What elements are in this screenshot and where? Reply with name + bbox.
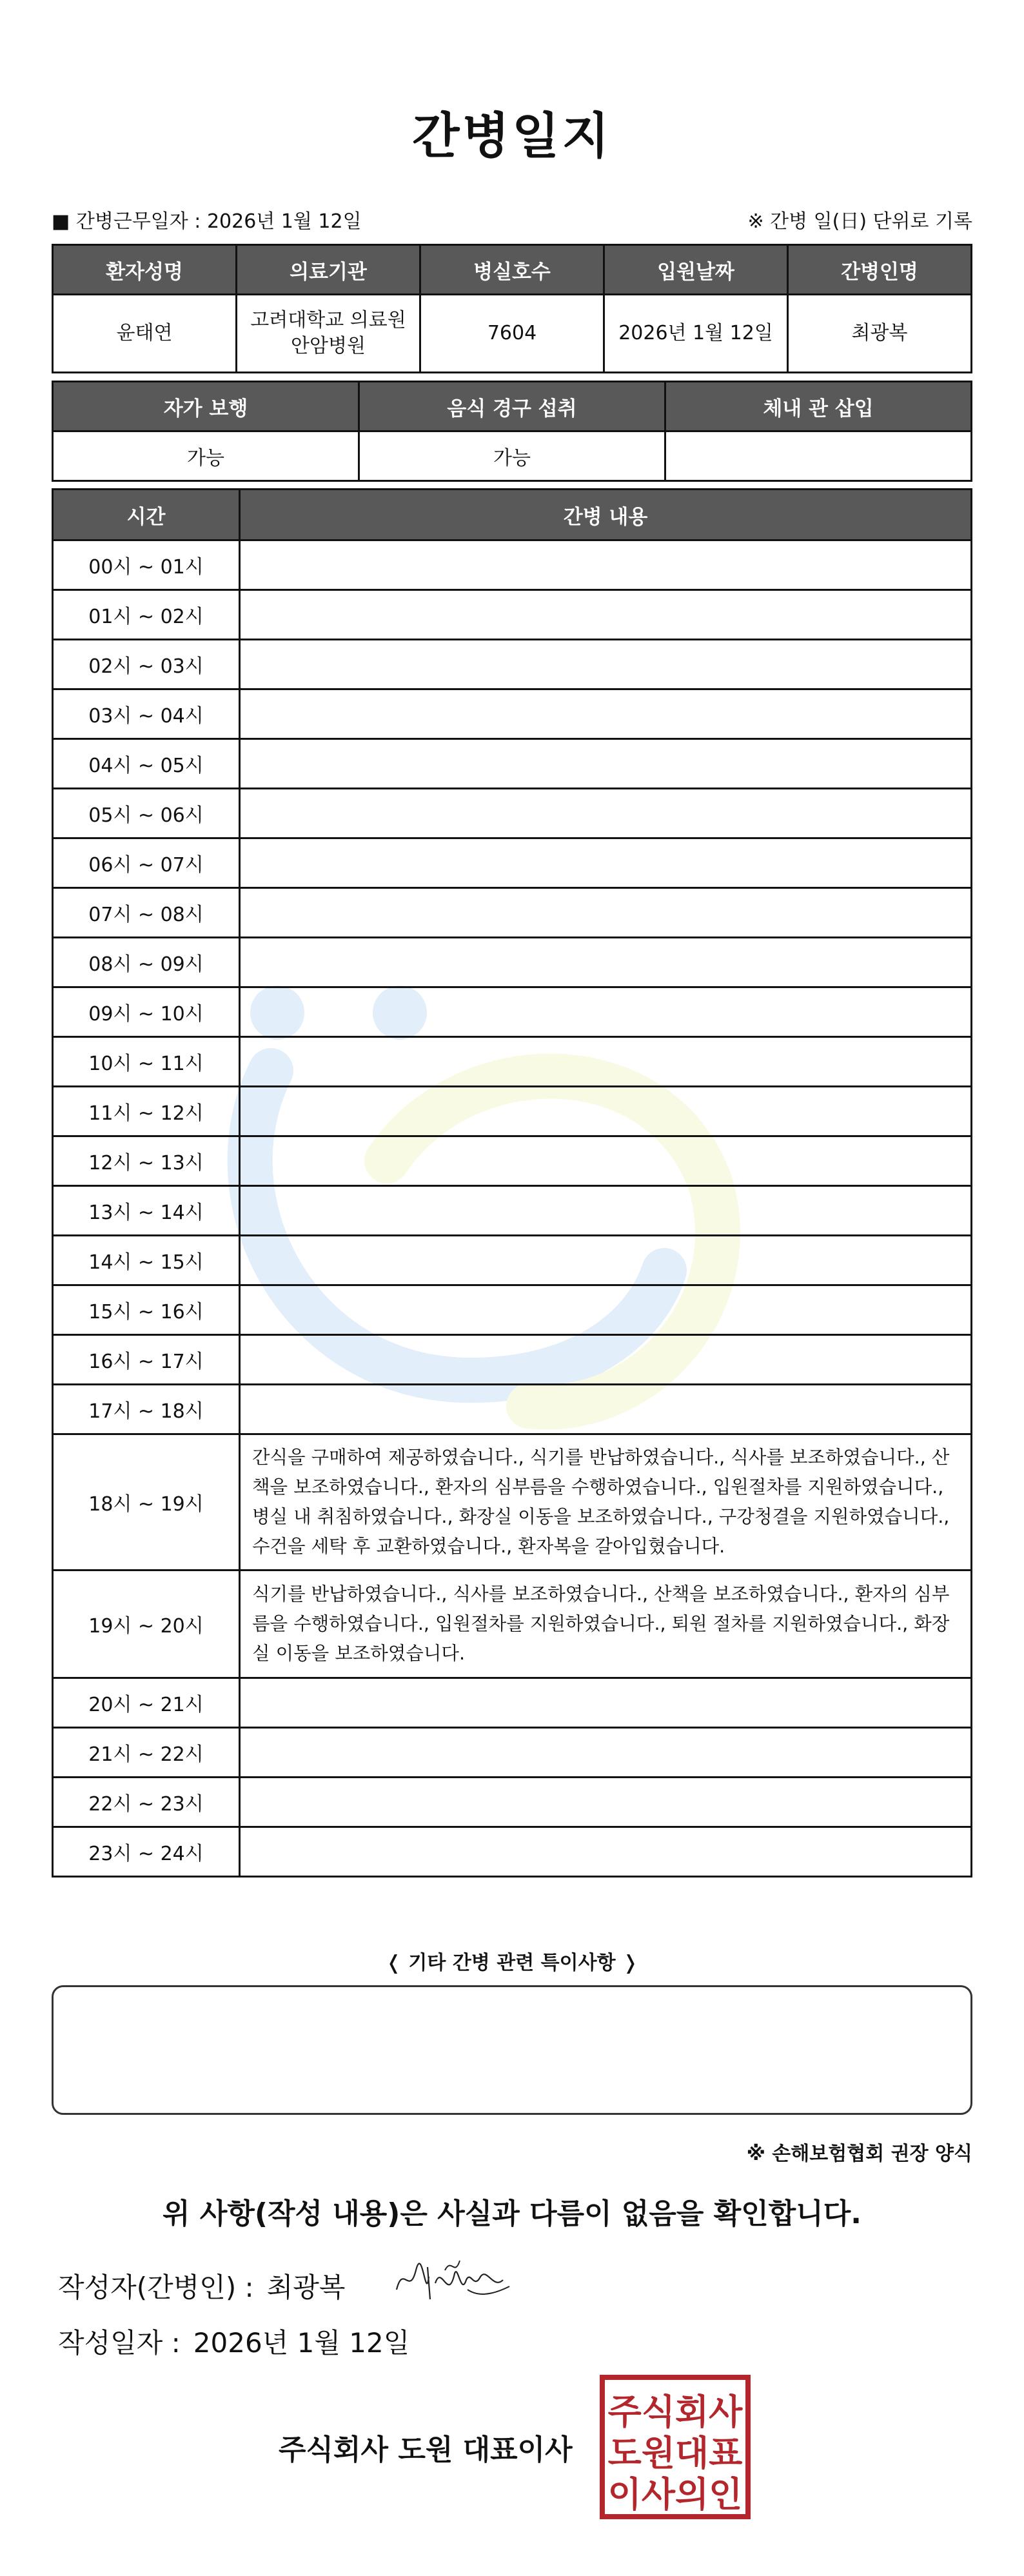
log-content — [240, 987, 972, 1037]
tube-value — [665, 431, 972, 481]
log-row — [53, 888, 972, 938]
patient-status-table — [52, 381, 972, 482]
walking-value: 가능 — [53, 431, 359, 481]
log-time: 06시 ~ 07시 — [53, 838, 240, 888]
written-date-label: 작성일자 : — [58, 2327, 181, 2359]
log-time: 13시 ~ 14시 — [53, 1186, 240, 1236]
log-row — [53, 1678, 972, 1728]
log-time: 04시 ~ 05시 — [53, 739, 240, 789]
log-time: 00시 ~ 01시 — [53, 540, 240, 590]
log-row — [53, 739, 972, 789]
log-time: 21시 ~ 22시 — [53, 1728, 240, 1778]
hospital-line2: 안암병원 — [291, 335, 366, 357]
log-content — [240, 1728, 972, 1778]
remarks-title: ❬ 기타 간병 관련 특이사항 ❭ — [385, 1952, 639, 1974]
oral-intake-value: 가능 — [359, 431, 665, 481]
log-time: 05시 ~ 06시 — [53, 789, 240, 838]
log-content: 간식을 구매하여 제공하였습니다., 식기를 반납하였습니다., 식사를 보조하였습니다., 산책을 보조하였습니다., 환자의 심부름을 수행하였습니다., 입원절차를 지원하였습니다., 병실 내 취침하였습니다., 화장실 이동을 보조하였습니다., 구강청결을 지원하였습니다., 수건을 세탁 후 교환하였습니다., 환자복을 갈아입혔습니다. — [240, 1434, 972, 1570]
log-time: 16시 ~ 17시 — [53, 1335, 240, 1385]
log-content — [240, 1186, 972, 1236]
log-content — [240, 1385, 972, 1434]
hospital-line1: 고려대학교 의료원 — [250, 309, 406, 332]
log-row — [53, 1335, 972, 1385]
log-row — [53, 1186, 972, 1236]
log-row — [53, 938, 972, 987]
header-care-content: 간병 내용 — [240, 490, 972, 540]
log-time: 12시 ~ 13시 — [53, 1136, 240, 1186]
written-date: 2026년 1월 12일 — [193, 2327, 410, 2359]
hospital — [237, 295, 420, 373]
log-content — [240, 1285, 972, 1335]
confirmation-statement: 위 사항(작성 내용)은 사실과 다름이 없음을 확인합니다. — [162, 2197, 862, 2230]
log-content: 식기를 반납하였습니다., 식사를 보조하였습니다., 산책을 보조하였습니다., 환자의 심부름을 수행하였습니다., 입원절차를 지원하였습니다., 퇴원 절차를 지원하였습니다., 화장실 이동을 보조하였습니다. — [240, 1570, 972, 1678]
header-caregiver: 간병인명 — [788, 245, 972, 295]
log-row — [53, 640, 972, 689]
log-content — [240, 789, 972, 838]
log-row — [53, 1236, 972, 1285]
log-time: 03시 ~ 04시 — [53, 689, 240, 739]
log-content — [240, 1678, 972, 1728]
header-hospital: 의료기관 — [237, 245, 420, 295]
log-row — [53, 1087, 972, 1136]
company-seal-icon — [598, 2373, 752, 2521]
log-row — [53, 789, 972, 838]
log-content — [240, 1335, 972, 1385]
svg-text:도원대표: 도원대표 — [607, 2433, 743, 2473]
log-time: 07시 ~ 08시 — [53, 888, 240, 938]
log-time: 17시 ~ 18시 — [53, 1385, 240, 1434]
log-row — [53, 689, 972, 739]
svg-text:이사의인: 이사의인 — [607, 2474, 743, 2515]
work-date-value: 2026년 1월 12일 — [206, 210, 362, 233]
admission-date: 2026년 1월 12일 — [604, 295, 788, 373]
work-date-label: ■ 간병근무일자 : — [52, 210, 201, 233]
log-time: 23시 ~ 24시 — [53, 1827, 240, 1877]
log-content — [240, 590, 972, 640]
header-patient-name: 환자성명 — [53, 245, 237, 295]
log-content — [240, 888, 972, 938]
log-time: 08시 ~ 09시 — [53, 938, 240, 987]
writer-label: 작성자(간병인) : — [58, 2272, 254, 2303]
log-row — [53, 1570, 972, 1678]
log-content — [240, 689, 972, 739]
work-date — [52, 205, 362, 233]
log-row — [53, 1827, 972, 1877]
log-row — [53, 838, 972, 888]
log-row — [53, 1037, 972, 1087]
log-row — [53, 1728, 972, 1778]
log-time: 22시 ~ 23시 — [53, 1778, 240, 1827]
log-content — [240, 739, 972, 789]
care-log-table — [52, 488, 972, 1878]
log-content — [240, 1778, 972, 1827]
log-time: 11시 ~ 12시 — [53, 1087, 240, 1136]
log-row — [53, 1285, 972, 1335]
log-time: 09시 ~ 10시 — [53, 987, 240, 1037]
log-content — [240, 938, 972, 987]
log-row — [53, 590, 972, 640]
log-time: 01시 ~ 02시 — [53, 590, 240, 640]
header-admission-date: 입원날짜 — [604, 245, 788, 295]
unit-note: ※ 간병 일(日) 단위로 기록 — [747, 210, 972, 233]
header-room: 병실호수 — [420, 245, 604, 295]
log-content — [240, 1087, 972, 1136]
patient-info-table — [52, 244, 972, 373]
svg-text:주식회사: 주식회사 — [607, 2392, 743, 2432]
log-content — [240, 1827, 972, 1877]
header-tube: 체내 관 삽입 — [665, 382, 972, 431]
log-content — [240, 640, 972, 689]
log-row — [53, 1385, 972, 1434]
log-time: 14시 ~ 15시 — [53, 1236, 240, 1285]
document-title: 간병일지 — [412, 107, 612, 164]
log-time: 18시 ~ 19시 — [53, 1434, 240, 1570]
recommend-note: ※ 손해보험협회 권장 양식 — [746, 2143, 972, 2165]
log-row — [53, 1136, 972, 1186]
remarks-box — [52, 1985, 972, 2115]
header-oral-intake: 음식 경구 섭취 — [359, 382, 665, 431]
log-content — [240, 1136, 972, 1186]
log-content — [240, 540, 972, 590]
log-row — [53, 1778, 972, 1827]
log-content — [240, 1037, 972, 1087]
log-row — [53, 540, 972, 590]
patient-name: 윤태연 — [53, 295, 237, 373]
writer-name: 최광복 — [266, 2272, 346, 2303]
log-content — [240, 838, 972, 888]
company-representative: 주식회사 도원 대표이사 — [279, 2433, 573, 2466]
log-time: 15시 ~ 16시 — [53, 1285, 240, 1335]
signature-icon — [390, 2251, 519, 2309]
writer-line — [58, 2266, 345, 2305]
written-date-line — [58, 2322, 409, 2361]
log-time: 20시 ~ 21시 — [53, 1678, 240, 1728]
caregiver-name: 최광복 — [788, 295, 972, 373]
log-content — [240, 1236, 972, 1285]
header-walking: 자가 보행 — [53, 382, 359, 431]
log-time: 19시 ~ 20시 — [53, 1570, 240, 1678]
log-row — [53, 1434, 972, 1570]
log-row — [53, 987, 972, 1037]
log-time: 02시 ~ 03시 — [53, 640, 240, 689]
room-number: 7604 — [420, 295, 604, 373]
log-time: 10시 ~ 11시 — [53, 1037, 240, 1087]
header-time: 시간 — [53, 490, 240, 540]
